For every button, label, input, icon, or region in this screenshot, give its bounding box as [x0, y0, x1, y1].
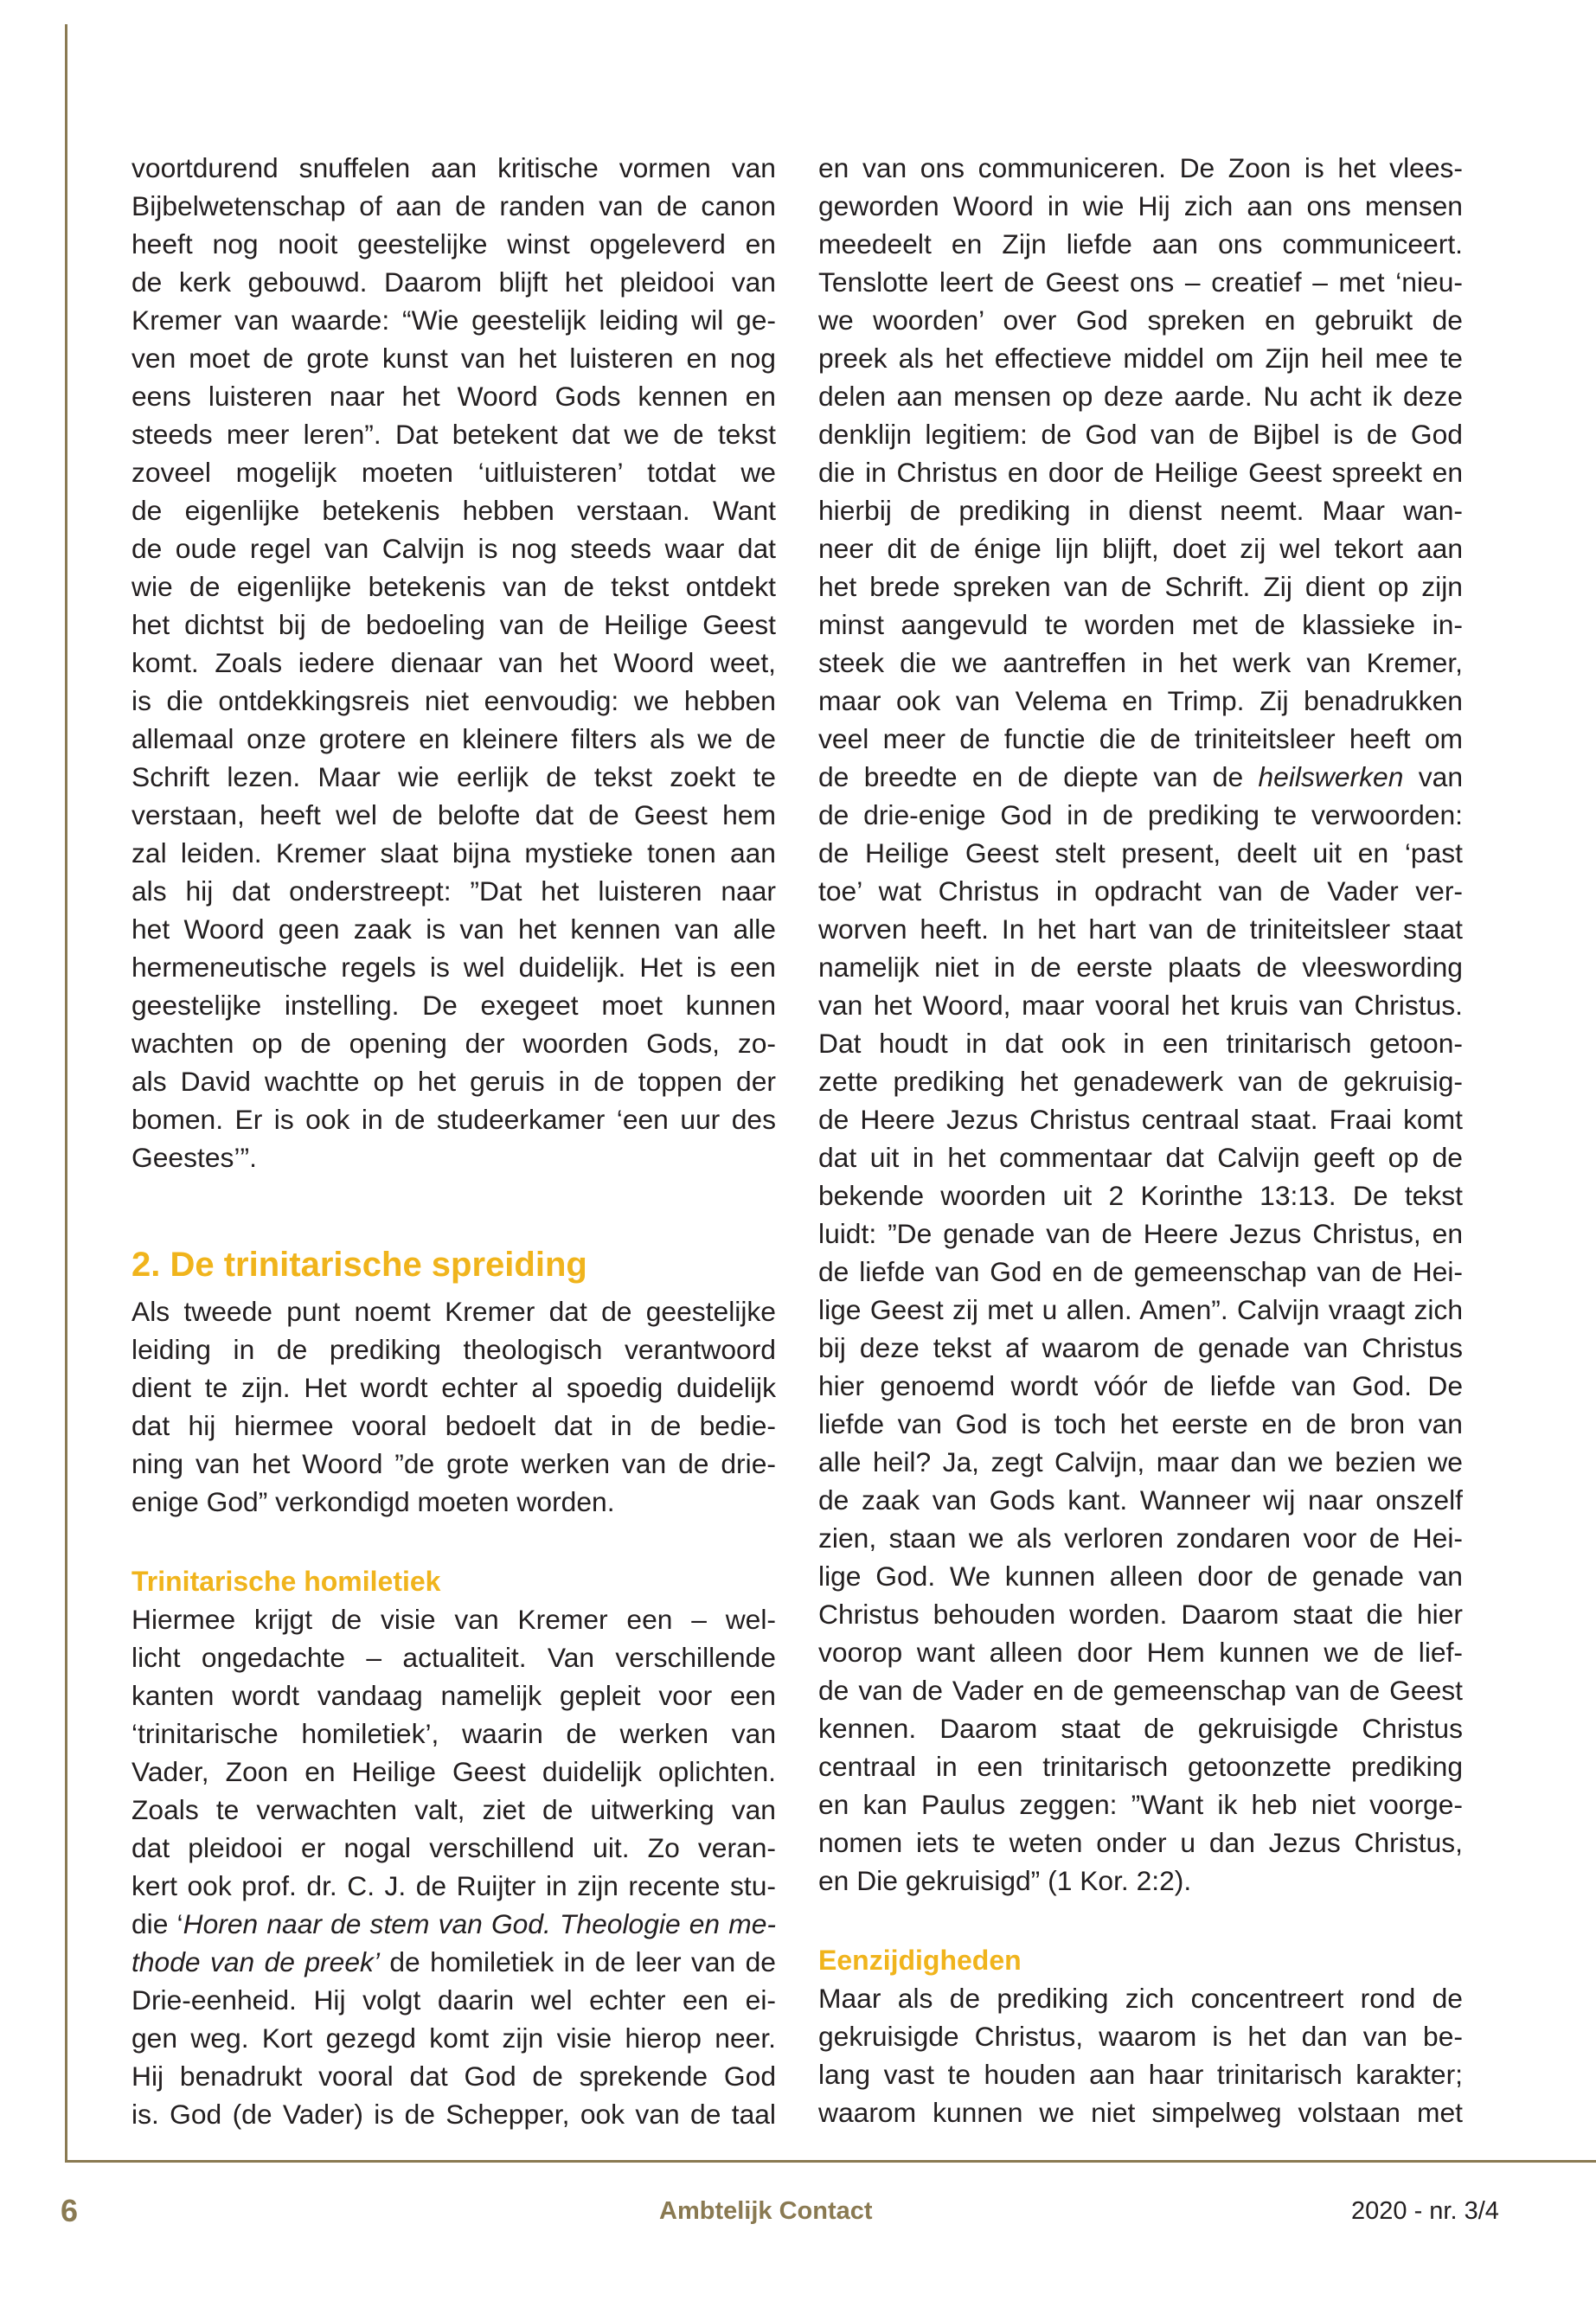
- text-line: en Die gekruisigd” (1 Kor. 2:2).: [818, 1865, 1192, 1896]
- text-line: bij deze tekst af waarom de genade van Christus: [818, 1332, 1463, 1363]
- text-line: hier genoemd wordt vóór de liefde van God. De: [818, 1370, 1463, 1401]
- text-line: Maar als de prediking zich concentreert rond de: [818, 1983, 1463, 2014]
- text-line: Bijbelwetenschap of aan de randen van de canon: [131, 190, 776, 221]
- text-line: ning van het Woord ”de grote werken van de drie-: [131, 1448, 776, 1479]
- text-line: Kremer van waarde: “Wie geestelijk leiding wil ge-: [131, 304, 776, 336]
- text-line: Dat houdt in dat ook in een trinitarisch getoon-: [818, 1028, 1463, 1059]
- text-line: de drie-enige God in de prediking te verwoorden:: [818, 799, 1463, 830]
- text-line: nomen iets te weten onder u dan Jezus Christus,: [818, 1827, 1463, 1858]
- text-line: Zoals te verwachten valt, ziet de uitwerking van: [131, 1794, 776, 1825]
- text-line: het brede spreken van de Schrift. Zij dient op zijn: [818, 571, 1463, 602]
- text-line: Hij benadrukt vooral dat God de sprekende God: [131, 2061, 776, 2092]
- text-line: luidt: ”De genade van de Heere Jezus Christus, en: [818, 1218, 1463, 1249]
- text-line: ven moet de grote kunst van het luisteren en nog: [131, 343, 776, 374]
- text-line: liefde van God is toch het eerste en de bron van: [818, 1408, 1463, 1439]
- text-line: de van de Vader en de gemeenschap van de Geest: [818, 1675, 1463, 1706]
- left-column: [131, 149, 776, 2133]
- text-line: minst aangevuld te worden met de klassieke in-: [818, 609, 1463, 640]
- text-line: centraal in een trinitarisch getoonzette prediking: [818, 1751, 1463, 1782]
- text-line: en van ons communiceren. De Zoon is het vlees-: [818, 152, 1463, 183]
- text-line: kanten wordt vandaag namelijk gepleit voor een: [131, 1680, 776, 1711]
- text-line: preek als het effectieve middel om Zijn heil mee te: [818, 343, 1463, 374]
- text-line: geestelijke instelling. De exegeet moet kunnen: [131, 990, 776, 1021]
- text-line: maar ook van Velema en Trimp. Zij benadrukken: [818, 685, 1463, 716]
- text-line: zal leiden. Kremer slaat bijna mystieke tonen aan: [131, 837, 776, 868]
- text-line: wachten op de opening der woorden Gods, zo-: [131, 1028, 776, 1059]
- text-line: wie de eigenlijke betekenis van de tekst ontdekt: [131, 571, 776, 602]
- text-line: de Heilige Geest stelt present, deelt uit en ‘past: [818, 837, 1463, 868]
- text-line: thode van de preek’ de homiletiek in de leer van de: [131, 1946, 776, 1977]
- text-line: gekruisigde Christus, waarom is het dan van be-: [818, 2021, 1463, 2052]
- text-line: leiding in de prediking theologisch verantwoord: [131, 1334, 776, 1365]
- text-line: de oude regel van Calvijn is nog steeds waar dat: [131, 533, 776, 564]
- right-paragraph-1: [818, 149, 1463, 1900]
- text-line: lige God. We kunnen alleen door de genade van: [818, 1561, 1463, 1592]
- text-line: namelijk niet in de eerste plaats de vleeswording: [818, 952, 1463, 983]
- text-line: Vader, Zoon en Heilige Geest duidelijk oplichten.: [131, 1756, 776, 1787]
- text-line: dat hij hiermee vooral bedoelt dat in de bedie-: [131, 1410, 776, 1441]
- section-heading: 2. De trinitarische spreiding: [131, 1246, 587, 1284]
- text-line: is. God (de Vader) is de Schepper, ook van de taal: [131, 2099, 776, 2130]
- text-line: meedeelt en Zijn liefde aan ons communiceert.: [818, 228, 1463, 260]
- text-line: de kerk gebouwd. Daarom blijft het pleidooi van: [131, 266, 776, 298]
- text-line: kert ook prof. dr. C. J. de Ruijter in zijn recente stu-: [131, 1870, 776, 1901]
- text-line: verstaan, heeft wel de belofte dat de Geest hem: [131, 799, 776, 830]
- page-frame-bottom-rule: [65, 2160, 1596, 2163]
- right-column: [818, 149, 1463, 2131]
- text-line: dat uit in het commentaar dat Calvijn geeft op de: [818, 1142, 1463, 1173]
- text-line: worven heeft. In het hart van de triniteitsleer staat: [818, 913, 1463, 945]
- text-line: Als tweede punt noemt Kremer dat de geestelijke: [131, 1296, 776, 1327]
- text-line: denklijn legitiem: de God van de Bijbel is de God: [818, 419, 1463, 450]
- book-title-italic: thode van de preek’: [131, 1946, 380, 1977]
- text-line: de eigenlijke betekenis hebben verstaan. Want: [131, 495, 776, 526]
- text-line: steek die we aantreffen in het werk van Kremer,: [818, 647, 1463, 678]
- left-paragraph-3: [131, 1600, 776, 2133]
- text-line: Drie-eenheid. Hij volgt daarin wel echter een ei-: [131, 1984, 776, 2016]
- text-line: heeft nog nooit geestelijke winst opgeleverd en: [131, 228, 776, 260]
- left-paragraph-1: [131, 149, 776, 1176]
- text-line: Hiermee krijgt de visie van Kremer een – wel-: [131, 1604, 776, 1635]
- text-line: hermeneutische regels is wel duidelijk. Het is een: [131, 952, 776, 983]
- text-line: veel meer de functie die de triniteitsleer heeft om: [818, 723, 1463, 754]
- text-line: lige Geest zij met u allen. Amen”. Calvijn vraagt zich: [818, 1294, 1463, 1325]
- text-line: geworden Woord in wie Hij zich aan ons mensen: [818, 190, 1463, 221]
- text-line: waarom kunnen we niet simpelweg volstaan met: [818, 2097, 1463, 2128]
- text-line: alle heil? Ja, zegt Calvijn, maar dan we bezien we: [818, 1446, 1463, 1477]
- publication-title: Ambtelijk Contact: [659, 2197, 873, 2225]
- subheading-trinitarische-homiletiek: Trinitarische homiletiek: [131, 1566, 441, 1597]
- text-line: bekende woorden uit 2 Korinthe 13:13. De tekst: [818, 1180, 1463, 1211]
- right-paragraph-2: [818, 1979, 1463, 2131]
- text-line: dient te zijn. Het wordt echter al spoedig duidelijk: [131, 1372, 776, 1403]
- text-line: licht ongedachte – actualiteit. Van verschillende: [131, 1642, 776, 1673]
- text-line: is die ontdekkingsreis niet eenvoudig: we hebben: [131, 685, 776, 716]
- text-line: zien, staan we als verloren zondaren voor de Hei-: [818, 1522, 1463, 1554]
- text-line: de breedte en de diepte van de heilswerken van: [818, 761, 1463, 792]
- text-line: die ‘Horen naar de stem van God. Theologie en me-: [131, 1908, 776, 1939]
- text-line: als hij dat onderstreept: ”Dat het luisteren naar: [131, 875, 776, 907]
- text-line: het Woord geen zaak is van het kennen van alle: [131, 913, 776, 945]
- text-line: Christus behouden worden. Daarom staat die hier: [818, 1599, 1463, 1630]
- text-line: Tenslotte leert de Geest ons – creatief – met ‘nieu-: [818, 266, 1463, 298]
- text-line: we woorden’ over God spreken en gebruikt de: [818, 304, 1463, 336]
- text-line: kennen. Daarom staat de gekruisigde Christus: [818, 1713, 1463, 1744]
- text-line: allemaal onze grotere en kleinere filters als we de: [131, 723, 776, 754]
- text-line: lang vast te houden aan haar trinitarisch karakter;: [818, 2059, 1463, 2090]
- text-line: enige God” verkondigd moeten worden.: [131, 1486, 615, 1517]
- text-line: steeds meer leren”. Dat betekent dat we de tekst: [131, 419, 776, 450]
- text-line: als David wachtte op het geruis in de toppen der: [131, 1066, 776, 1097]
- spacer: [131, 1521, 776, 1562]
- emphasis-italic: heilswerken: [1258, 761, 1404, 792]
- text-line: zoveel mogelijk moeten ‘uitluisteren’ totdat we: [131, 457, 776, 488]
- spacer: [131, 1176, 776, 1228]
- issue-label: 2020 - nr. 3/4: [1351, 2197, 1499, 2225]
- text-line: die in Christus en door de Heilige Geest spreekt en: [818, 457, 1463, 488]
- text-line: dat pleidooi er nogal verschillend uit. Zo veran-: [131, 1832, 776, 1863]
- text-line: het dichtst bij de bedoeling van de Heilige Geest: [131, 609, 776, 640]
- text-line: eens luisteren naar het Woord Gods kennen en: [131, 381, 776, 412]
- text-line: voorop want alleen door Hem kunnen we de lief-: [818, 1637, 1463, 1668]
- text-line: ‘trinitarische homiletiek’, waarin de werken van: [131, 1718, 776, 1749]
- text-line: de Heere Jezus Christus centraal staat. Fraai komt: [818, 1104, 1463, 1135]
- text-line: gen weg. Kort gezegd komt zijn visie hierop neer.: [131, 2022, 776, 2054]
- text-line: voortdurend snuffelen aan kritische vormen van: [131, 152, 776, 183]
- text-line: toe’ wat Christus in opdracht van de Vader ver-: [818, 875, 1463, 907]
- text-line: hierbij de prediking in dienst neemt. Maar wan-: [818, 495, 1463, 526]
- text-line: neer dit de énige lijn blijft, doet zij wel tekort aan: [818, 533, 1463, 564]
- page-number: 6: [61, 2193, 79, 2228]
- text-line: de liefde van God en de gemeenschap van de Hei-: [818, 1256, 1463, 1287]
- text-line: Schrift lezen. Maar wie eerlijk de tekst zoekt te: [131, 761, 776, 792]
- text-line: zette prediking het genadewerk van de gekruisig-: [818, 1066, 1463, 1097]
- page-frame-left-rule: [65, 24, 67, 2163]
- text-line: van het Woord, maar vooral het kruis van Christus.: [818, 990, 1463, 1021]
- spacer: [818, 1900, 1463, 1941]
- text-line: delen aan mensen op deze aarde. Nu acht ik deze: [818, 381, 1463, 412]
- left-paragraph-2: [131, 1292, 776, 1521]
- text-line: en kan Paulus zeggen: ”Want ik heb niet voorge-: [818, 1789, 1463, 1820]
- subheading-eenzijdigheden: Eenzijdigheden: [818, 1945, 1022, 1976]
- text-line: Geestes’”.: [131, 1142, 257, 1173]
- text-line: bomen. Er is ook in de studeerkamer ‘een uur des: [131, 1104, 776, 1135]
- text-line: de zaak van Gods kant. Wanneer wij naar onszelf: [818, 1484, 1463, 1516]
- text-line: komt. Zoals iedere dienaar van het Woord weet,: [131, 647, 776, 678]
- book-title-italic: Horen naar de stem van God. Theologie en me-: [183, 1908, 776, 1939]
